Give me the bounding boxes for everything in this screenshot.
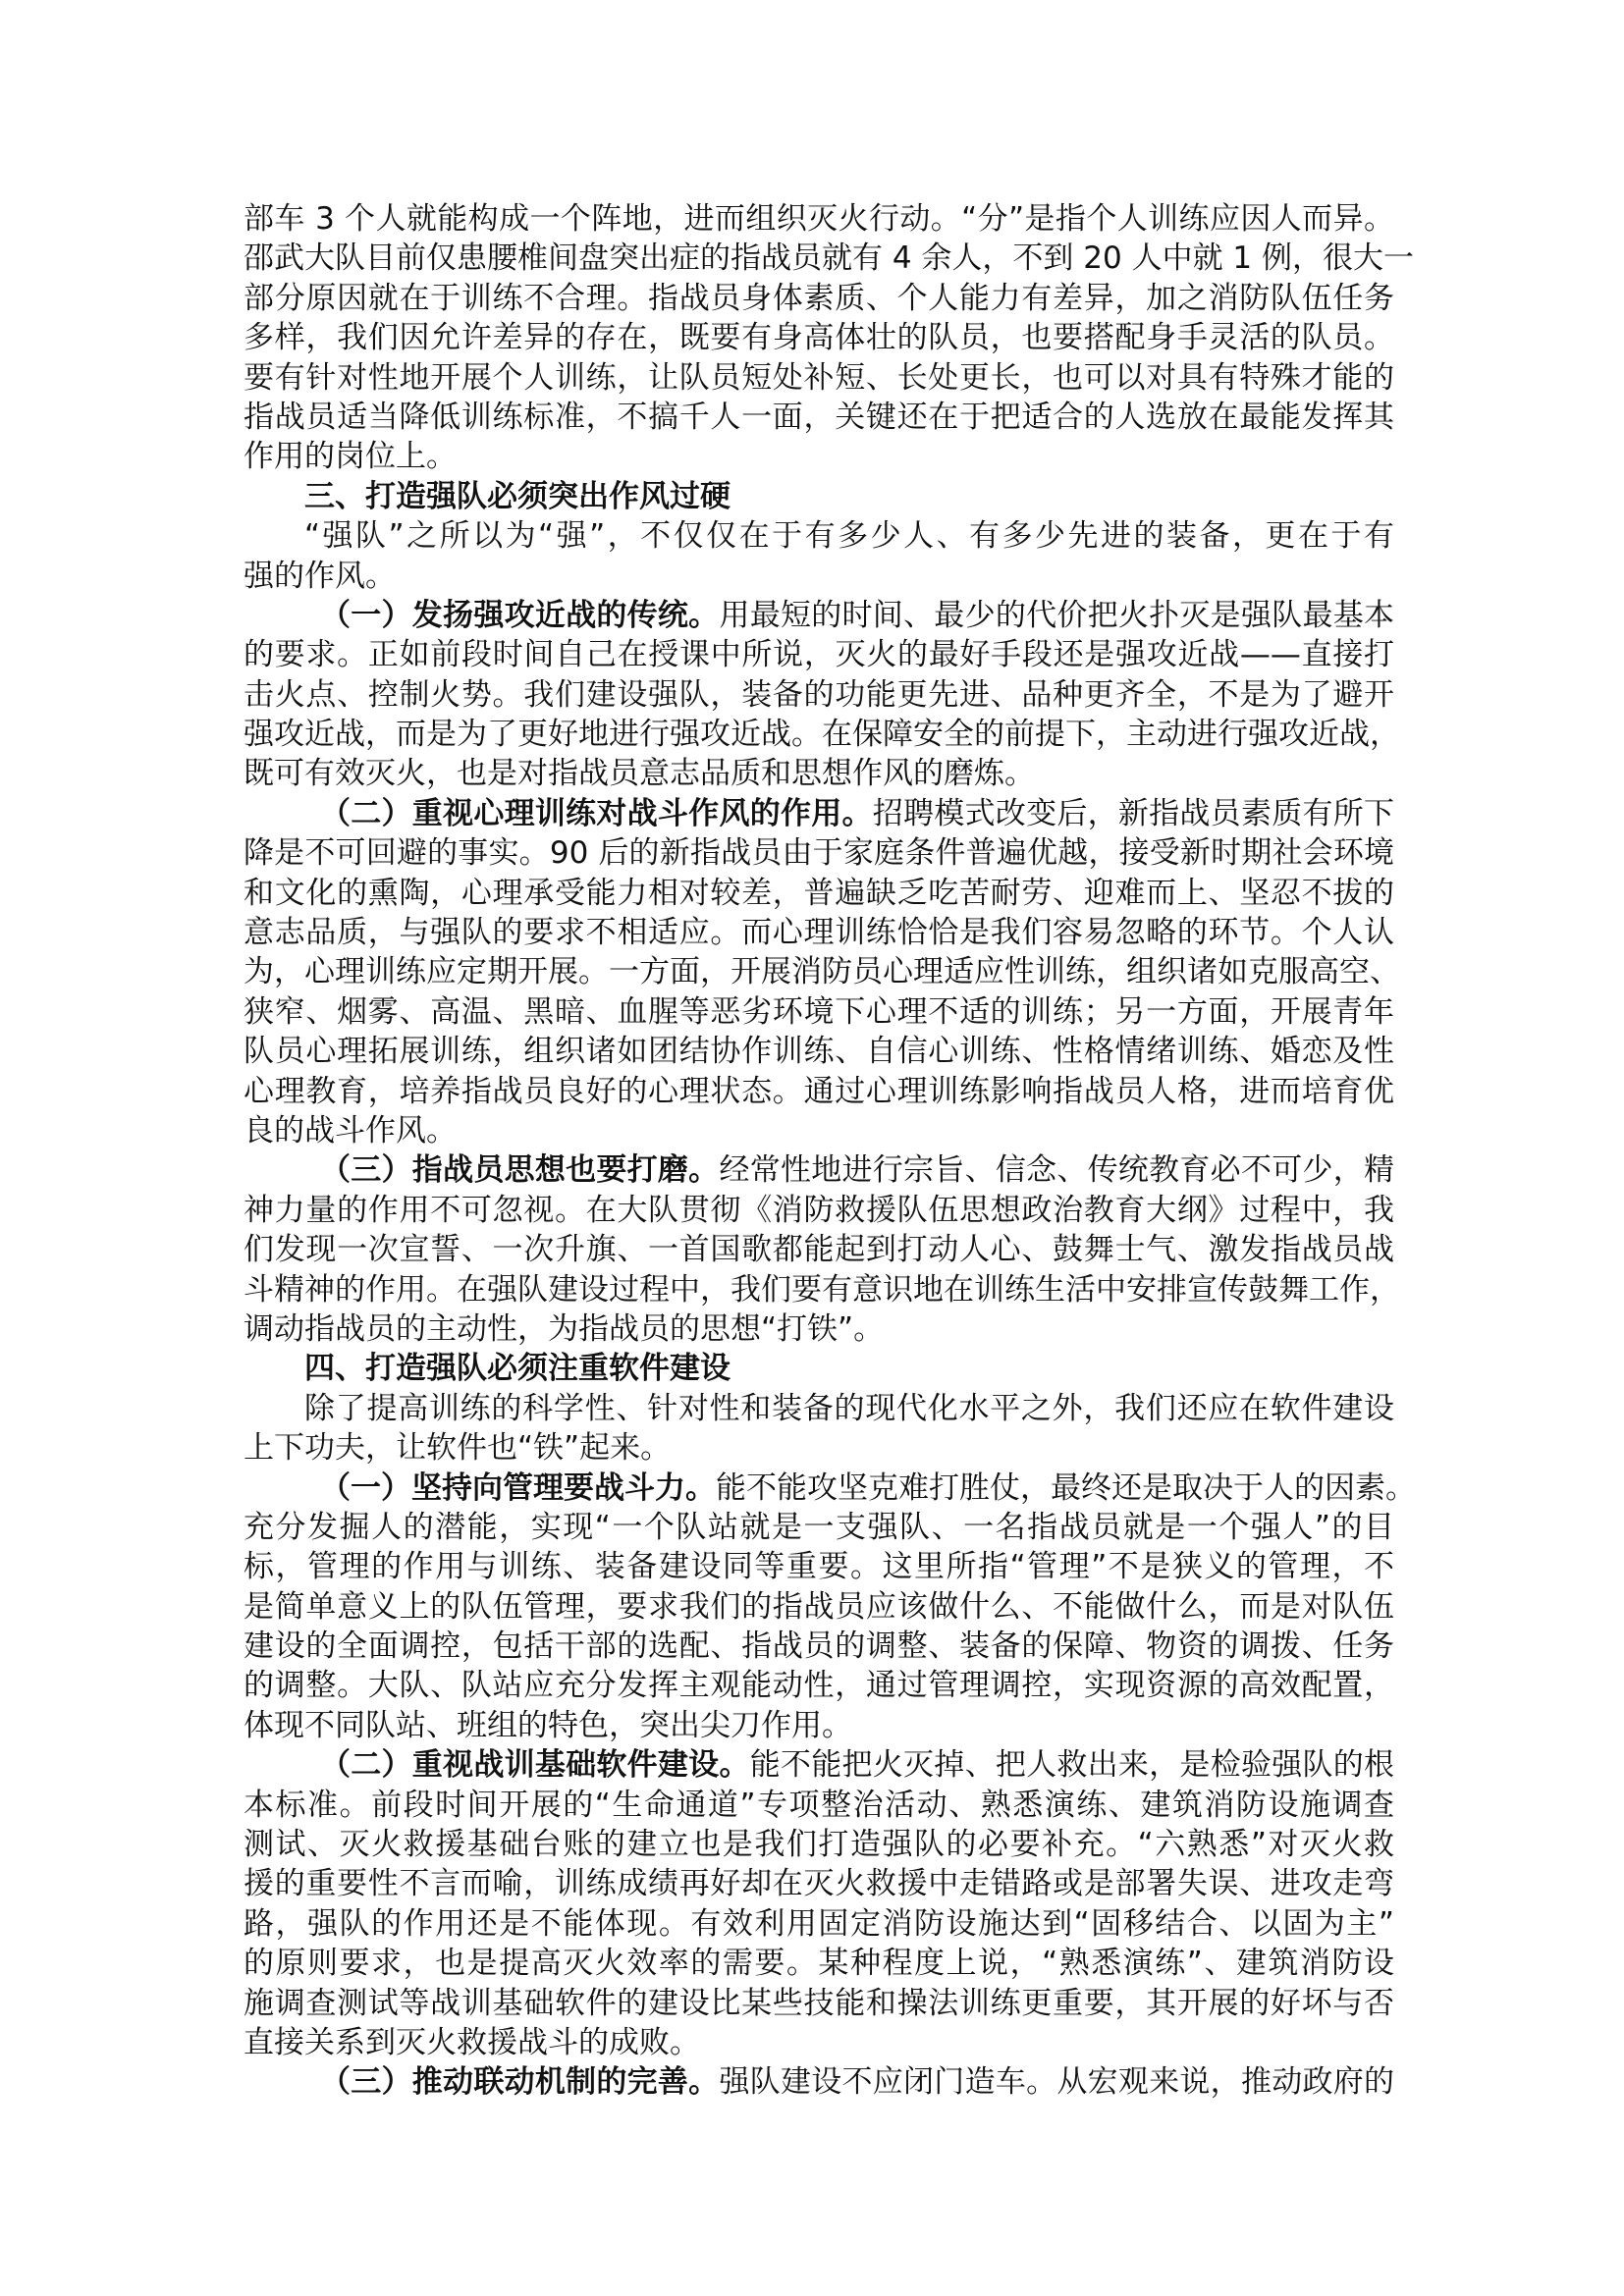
line-text: 体现不同队站、班组的特色，突出尖刀作用。: [244, 1707, 852, 1743]
line-text: 指战员适当降低训练标准，不搞千人一面，关键还在于把适合的人选放在最能发挥其: [244, 399, 1394, 435]
text-line: [244, 358, 1394, 398]
text-line: [244, 1150, 1394, 1190]
text-line: [244, 279, 1394, 318]
text-line: [244, 596, 1394, 635]
body-paragraph: [244, 516, 1394, 596]
line-text: 心理教育，培养指战员良好的心理状态。通过心理训练影响指战员人格，进而培育优: [244, 1073, 1394, 1109]
subsection-paragraph: [244, 596, 1400, 794]
text-line: [244, 1706, 1394, 1745]
subsection-lead-title: （三）指战员思想也要打磨。: [320, 1152, 720, 1189]
subsection-lead-title: （三）推动联动机制的完善。: [320, 2064, 720, 2101]
subsection-paragraph: [244, 1468, 1416, 1746]
line-text: 既可有效灭火，也是对指战员意志品质和思想作风的磨炼。: [244, 756, 1035, 792]
section-heading: [244, 477, 1394, 516]
line-text: 经常性地进行宗旨、信念、传统教育必不可少，精: [719, 1152, 1395, 1189]
line-text: 狭窄、烟雾、高温、黑暗、血腥等恶劣环境下心理不适的训练；另一方面，开展青年: [244, 993, 1394, 1030]
text-line: [244, 1627, 1394, 1666]
text-line: [244, 239, 1415, 278]
line-text: 强队建设不应闭门造车。从宏观来说，推动政府的: [719, 2064, 1395, 2101]
line-text: 施调查测试等战训基础软件的建设比某些技能和操法训练更重要，其开展的好坏与否: [244, 1985, 1394, 2021]
text-line: [244, 715, 1400, 754]
line-text: 意志品质，与强队的要求不相适应。而心理训练恰恰是我们容易忽略的环节。个人认: [244, 915, 1394, 951]
document-body: [244, 199, 1416, 2103]
text-line: [244, 754, 1394, 793]
text-line: [244, 1786, 1394, 1825]
line-text: 充分发掘人的潜能，实现“一个队站就是一支强队、一名指战员就是一个强人”的目: [244, 1509, 1394, 1545]
line-text: 部分原因就在于训练不合理。指战员身体素质、个人能力有差异，加之消防队伍任务: [244, 280, 1394, 316]
line-text: 的要求。正如前段时间自己在授课中所说，灭火的最好手段还是强攻近战——直接打: [244, 637, 1394, 673]
line-text: 测试、灭火救援基础台账的建立也是我们打造强队的必要补充。“六熟悉”对灭火救: [244, 1827, 1394, 1863]
text-line: [244, 1468, 1416, 1508]
line-text: 建设的全面调控，包括干部的选配、指战员的调整、装备的保障、物资的调拨、任务: [244, 1629, 1394, 1665]
text-line: [244, 1389, 1394, 1428]
text-line: [244, 437, 1394, 476]
line-text: 斗精神的作用。在强队建设过程中，我们要有意识地在训练生活中安排宣传鼓舞工作，: [244, 1271, 1400, 1308]
text-line: [244, 794, 1394, 833]
subsection-lead-title: （二）重视心理训练对战斗作风的作用。: [320, 795, 873, 831]
line-text: 降是不可回避的事实。90 后的新指战员由于家庭条件普遍优越，接受新时期社会环境: [244, 835, 1394, 872]
line-text: 强攻近战，而是为了更好地进行强攻近战。在保障安全的前提下，主动进行强攻近战，: [244, 717, 1400, 753]
subsection-paragraph: [244, 2062, 1394, 2102]
text-line: [244, 1825, 1394, 1864]
text-line: [244, 1349, 1394, 1388]
body-paragraph: [244, 1389, 1394, 1468]
line-text: 本标准。前段时间开展的“生命通道”专项整治活动、熟悉演练、建筑消防设施调查: [244, 1787, 1394, 1823]
line-text: 队员心理拓展训练，组织诸如团结协作训练、自信心训练、性格情绪训练、婚恋及性: [244, 1034, 1394, 1070]
line-text: 三、打造强队必须突出作风过硬: [304, 478, 731, 514]
line-text: 的调整。大队、队站应充分发挥主观能动性，通过管理调控，实现资源的高效配置，: [244, 1668, 1394, 1704]
text-line: [244, 199, 1394, 239]
line-text: 要有针对性地开展个人训练，让队员短处补短、长处更长，也可以对具有特殊才能的: [244, 359, 1394, 396]
line-text: 直接关系到灭火救援战斗的成败。: [244, 2024, 700, 2060]
line-text: 部车 3 个人就能构成一个阵地，进而组织灭火行动。“分”是指个人训练应因人而异。: [244, 201, 1394, 237]
subsection-lead-title: （一）坚持向管理要战斗力。: [320, 1469, 716, 1506]
line-text: 用最短的时间、最少的代价把火扑灭是强队最基本: [719, 597, 1395, 633]
line-text: 强的作风。: [244, 558, 396, 594]
line-text: 援的重要性不言而喻，训练成绩再好却在灭火救援中走错路或是部署失误、进攻走弯: [244, 1866, 1394, 1902]
text-line: [244, 1864, 1394, 1903]
subsection-lead-title: （一）发扬强攻近战的传统。: [320, 597, 720, 633]
line-text: 神力量的作用不可忽视。在大队贯彻《消防救援队伍思想政治教育大纲》过程中，我: [244, 1192, 1394, 1228]
line-text: 的原则要求，也是提高灭火效率的需要。某种程度上说，“熟悉演练”、建筑消防设: [244, 1946, 1394, 1982]
line-text: 上下功夫，让软件也“铁”起来。: [244, 1430, 672, 1467]
subsection-lead-title: （二）重视战训基础软件建设。: [320, 1747, 750, 1784]
text-line: [244, 1745, 1394, 1785]
line-text: 招聘模式改变后，新指战员素质有所下: [872, 795, 1394, 831]
text-line: [244, 1587, 1394, 1627]
text-line: [244, 398, 1394, 437]
line-text: 路，强队的作用还是不能体现。有效利用固定消防设施达到“固移结合、以固为主”: [244, 1905, 1394, 1942]
text-line: [244, 675, 1394, 715]
line-text: “强队”之所以为“强”，不仅仅在于有多少人、有多少先进的装备，更在于有: [304, 518, 1394, 555]
text-line: [244, 2062, 1394, 2102]
line-text: 为，心理训练应定期开展。一方面，开展消防员心理适应性训练，组织诸如克服高空、: [244, 954, 1400, 990]
subsection-paragraph: [244, 1150, 1400, 1349]
line-text: 四、打造强队必须注重软件建设: [304, 1351, 731, 1387]
line-text: 能不能把火灭掉、把人救出来，是检验强队的根: [749, 1747, 1395, 1784]
text-line: [244, 1191, 1394, 1230]
text-line: [244, 1111, 1394, 1150]
text-line: [244, 1508, 1394, 1547]
line-text: 良的战斗作风。: [244, 1112, 457, 1148]
text-line: [244, 1666, 1394, 1705]
line-text: 击火点、控制火势。我们建设强队，装备的功能更先进、品种更齐全，不是为了避开: [244, 676, 1394, 713]
text-line: [244, 1230, 1394, 1269]
text-line: [244, 477, 1394, 516]
text-line: [244, 833, 1394, 873]
text-line: [244, 1944, 1394, 1983]
line-text: 调动指战员的主动性，为指战员的思想“打铁”。: [244, 1310, 885, 1347]
line-text: 们发现一次宣誓、一次升旗、一首国歌都能起到打动人心、鼓舞士气、激发指战员战: [244, 1232, 1394, 1268]
line-text: 是简单意义上的队伍管理，要求我们的指战员应该做什么、不能做什么，而是对队伍: [244, 1588, 1394, 1625]
text-line: [244, 952, 1400, 991]
text-line: [244, 992, 1394, 1032]
text-line: [244, 1547, 1394, 1586]
text-line: [244, 1072, 1394, 1111]
text-line: [244, 1428, 1394, 1468]
line-text: 除了提高训练的科学性、针对性和装备的现代化水平之外，我们还应在软件建设: [304, 1390, 1394, 1426]
body-paragraph: [244, 199, 1415, 477]
line-text: 标，管理的作用与训练、装备建设同等重要。这里所指“管理”不是狭义的管理，不: [244, 1549, 1394, 1585]
section-heading: [244, 1349, 1394, 1388]
text-line: [244, 1904, 1394, 1944]
line-text: 作用的岗位上。: [244, 439, 457, 475]
line-text: 邵武大队目前仅患腰椎间盘突出症的指战员就有 4 余人，不到 20 人中就 1 例，很大一: [244, 240, 1415, 277]
text-line: [244, 635, 1394, 674]
text-line: [244, 2023, 1394, 2062]
text-line: [244, 516, 1394, 556]
subsection-paragraph: [244, 794, 1400, 1151]
text-line: [244, 557, 1394, 596]
line-text: 和文化的熏陶，心理承受能力相对较差，普遍缺乏吃苦耐劳、迎难而上、坚忍不拔的: [244, 875, 1394, 911]
text-line: [244, 1309, 1394, 1349]
text-line: [244, 874, 1394, 913]
line-text: 能不能攻坚克难打胜仗，最终还是取决于人的因素。: [716, 1469, 1416, 1506]
text-line: [244, 318, 1394, 357]
line-text: 多样，我们因允许差异的存在，既要有身高体壮的队员，也要搭配身手灵活的队员。: [244, 320, 1394, 356]
text-line: [244, 1032, 1394, 1071]
text-line: [244, 913, 1394, 952]
text-line: [244, 1984, 1394, 2023]
subsection-paragraph: [244, 1745, 1394, 2062]
text-line: [244, 1270, 1400, 1309]
